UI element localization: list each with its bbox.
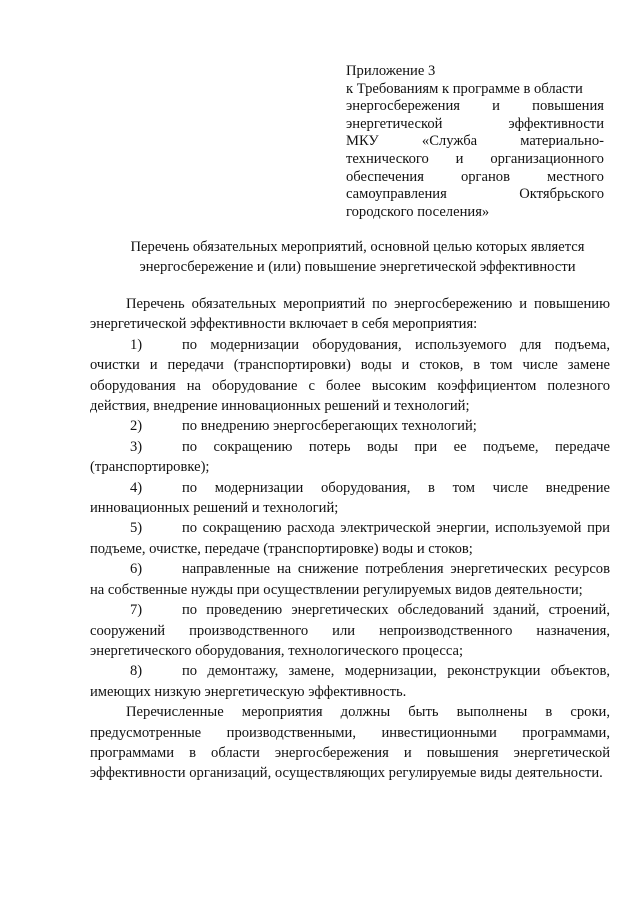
item-number: 3) bbox=[130, 438, 143, 455]
appendix-ref-line: городского поселения» bbox=[346, 203, 490, 220]
item-text: по проведению энергетических обследований зданий, строений, сооружений производственного или непроизводственного назначения, энергетического оборудования, технологического процесса; bbox=[90, 602, 610, 659]
item-number: 1) bbox=[130, 336, 143, 353]
appendix-word: материально- bbox=[520, 133, 604, 150]
item-text: направленные на снижение потребления энергетических ресурсов на собственные нужды при осуществлении регулируемых видов деятельности; bbox=[90, 561, 610, 598]
appendix-word: обеспечения bbox=[346, 168, 424, 185]
list-item bbox=[90, 559, 610, 600]
item-text: по модернизации оборудования, используемого для подъема, очистки и передачи (транспортировки) воды и стоков, в том числе замене оборудования на оборудование с более высоким коэффициентом полезного действия, внедрение инновационных решений и технологий; bbox=[90, 336, 610, 415]
list-item bbox=[90, 437, 610, 478]
appendix-word: самоуправления bbox=[346, 186, 447, 203]
appendix-word: органов bbox=[460, 168, 510, 185]
appendix-word: повышения bbox=[532, 98, 604, 115]
item-text: по демонтажу, замене, модернизации, реконструкции объектов, имеющих низкую энергетическую эффективность. bbox=[90, 663, 610, 700]
list-item bbox=[90, 600, 610, 661]
title-line: Перечень обязательных мероприятий, основной целью которых является bbox=[130, 239, 585, 255]
item-number: 4) bbox=[130, 479, 143, 496]
appendix-ref-line: к Требованиям к программе в области bbox=[346, 80, 583, 97]
appendix-ref-line bbox=[346, 169, 604, 187]
intro-paragraph: Перечень обязательных мероприятий по энергосбережению и повышению энергетической эффективности включает в себя мероприятия: bbox=[90, 296, 610, 333]
appendix-word: энергетической bbox=[346, 115, 443, 132]
item-number: 5) bbox=[130, 520, 143, 537]
appendix-word: технического bbox=[346, 150, 429, 167]
list-item bbox=[90, 661, 610, 702]
item-number: 8) bbox=[130, 663, 143, 680]
item-text: по модернизации оборудования, в том числе внедрение инновационных решений и технологий; bbox=[90, 479, 610, 517]
list-item bbox=[90, 335, 610, 417]
appendix-word: местного bbox=[547, 168, 604, 185]
appendix-ref-line bbox=[346, 98, 604, 116]
item-text: по сокращению потерь воды при ее подъеме, передаче (транспортировке); bbox=[90, 438, 610, 476]
document-title bbox=[70, 237, 640, 277]
appendix-ref-line bbox=[346, 186, 604, 204]
appendix-word: и bbox=[455, 150, 464, 167]
document-body bbox=[90, 294, 610, 784]
list-item bbox=[90, 416, 610, 436]
appendix-word: организационного bbox=[490, 150, 604, 167]
appendix-word: и bbox=[492, 98, 500, 115]
item-number: 2) bbox=[130, 418, 143, 435]
appendix-word: МКУ bbox=[346, 133, 379, 150]
appendix-header bbox=[346, 63, 604, 221]
appendix-word: эффективности bbox=[508, 115, 604, 132]
item-number: 7) bbox=[130, 602, 143, 619]
item-text: по внедрению энергосберегающих технологий; bbox=[182, 418, 477, 435]
appendix-ref-line bbox=[346, 151, 604, 169]
list-item bbox=[90, 478, 610, 519]
item-text: по сокращению расхода электрической энергии, используемой при подъеме, очистке, передаче (транспортировке) воды и стоков; bbox=[90, 520, 610, 557]
title-line: энергосбережение и (или) повышение энергетической эффективности bbox=[139, 259, 576, 275]
appendix-word: энергосбережения bbox=[346, 98, 460, 115]
appendix-word: Октябрьского bbox=[519, 186, 604, 203]
appendix-ref-line bbox=[346, 133, 604, 151]
appendix-word: «Служба bbox=[421, 133, 478, 150]
item-number: 6) bbox=[130, 561, 143, 578]
list-item bbox=[90, 518, 610, 559]
appendix-ref-line bbox=[346, 116, 604, 134]
closing-paragraph: Перечисленные мероприятия должны быть выполнены в сроки, предусмотренные производственными, инвестиционными программами, программами в области энергосбережения и повышения энергетической эффективности организаций, осуществляющих регулируемые виды деятельности. bbox=[90, 704, 610, 782]
appendix-number: Приложение 3 bbox=[346, 63, 436, 79]
